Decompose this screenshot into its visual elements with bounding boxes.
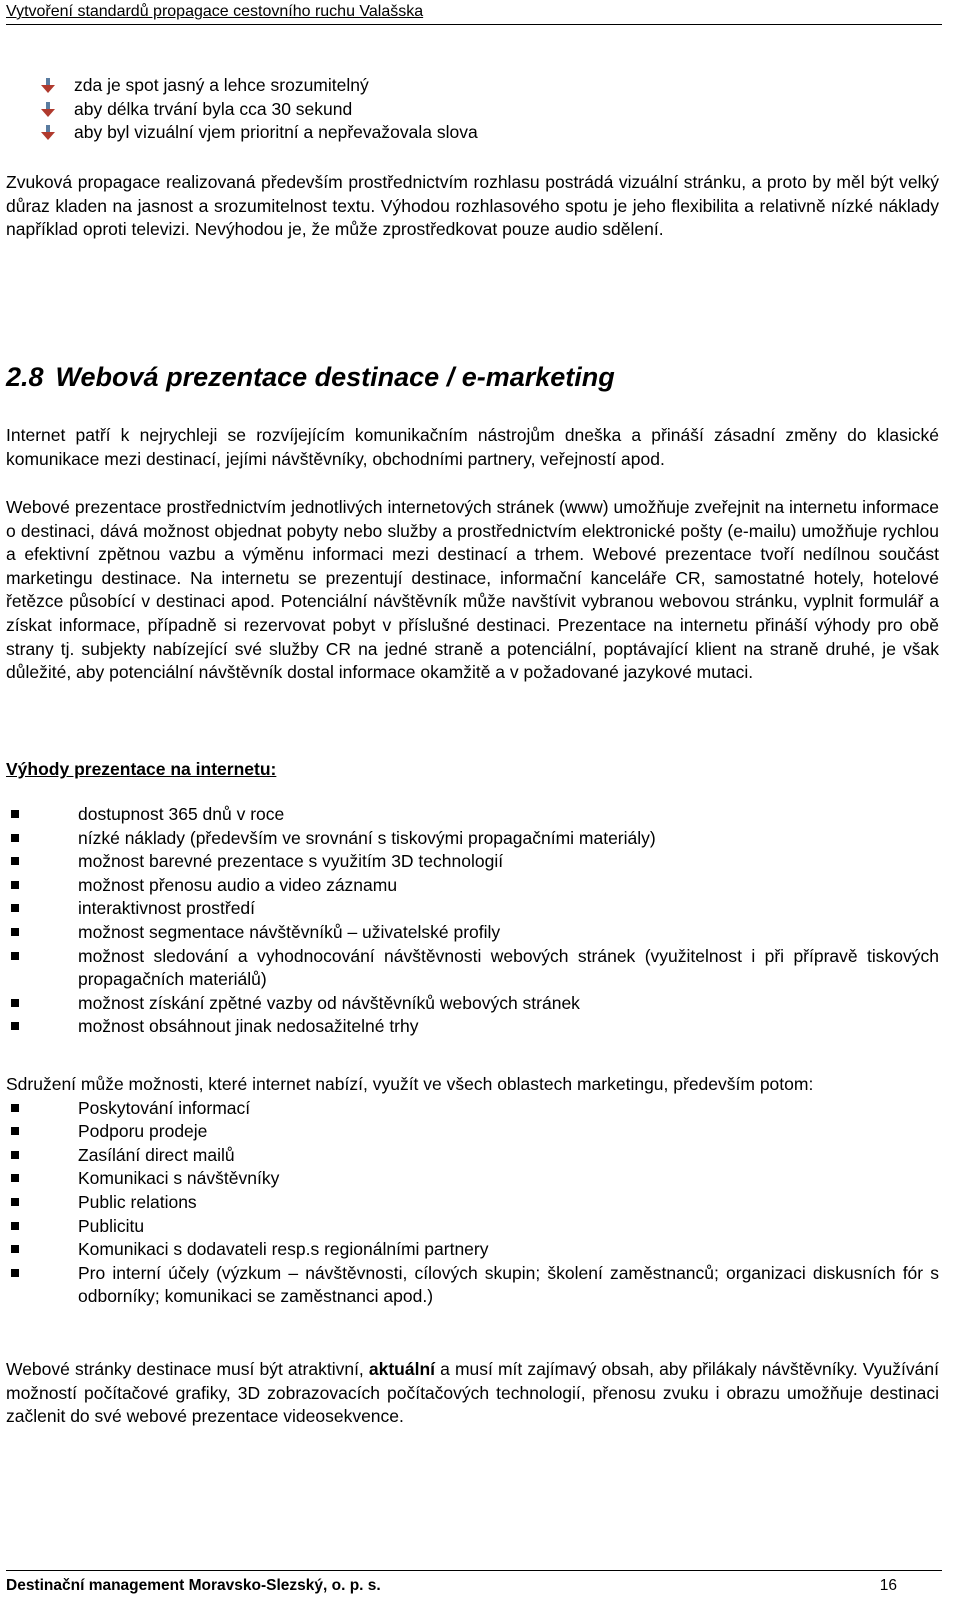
page-header [6,2,942,25]
footer-text: Destinační management Moravsko-Slezský, o. p. s. [6,1577,381,1594]
list-item-text: možnost sledování a vyhodnocování návštěvnosti webových stránek (využitelnost i při přípravě tiskových propagačních materiálů) [78,945,939,990]
list-item [6,992,939,1016]
list-item [6,897,939,921]
down-arrow-bullet-icon [40,102,56,118]
advantages-heading-block [6,758,939,782]
list-item [40,121,478,145]
top-bullet-list [40,74,478,145]
list-item [6,874,939,898]
list-item-text: Zasílání direct mailů [78,1144,235,1165]
association-list [6,1097,939,1309]
list-item [6,803,939,827]
square-bullet-icon [11,1022,19,1030]
final-text-start: Webové stránky destinace musí být atraktivní, [6,1359,369,1379]
square-bullet-icon [11,881,19,889]
radio-paragraph: Zvuková propagace realizovaná především prostřednictvím rozhlasu postrádá vizuální stránku, a proto by měl být velký důraz kladen na jasnost a srozumitelnost textu. Výhodou rozhlasového spotu je jeho flexibilita a relativně nízké náklady například oproti televizi. Nevýhodou je, že může zprostředkovat pouze audio sdělení. [6,172,939,240]
list-item [6,1097,939,1121]
square-bullet-icon [11,1198,19,1206]
list-item [6,945,939,992]
down-arrow-bullet-icon [40,125,56,141]
list-item-text: nízké náklady (především ve srovnání s tiskovými propagačními materiály) [78,827,656,848]
square-bullet-icon [11,810,19,818]
square-bullet-icon [11,999,19,1007]
list-item [40,74,478,98]
list-item-text: Komunikaci s dodavateli resp.s regionálními partnery [78,1239,489,1260]
square-bullet-icon [11,1269,19,1277]
list-item [40,98,478,122]
association-paragraph: Sdružení může možnosti, které internet nabízí, využít ve všech oblastech marketingu, především potom: [6,1074,814,1094]
page-footer [6,1570,942,1601]
square-bullet-icon [11,1174,19,1182]
down-arrow-bullet-icon [40,78,56,94]
list-item [6,1144,939,1168]
list-item [6,1015,939,1039]
square-bullet-icon [11,928,19,936]
list-item-text: Komunikaci s návštěvníky [78,1168,280,1189]
final-text-end: a musí mít zajímavý obsah, aby přilákaly návštěvníky. Využívání možností počítačové grafiky, 3D zobrazovacích počítačových technologií, přenosu zvuku i obrazu umožňuje destinaci začlenit do své webové prezentace videosekvence. [6,1359,939,1427]
square-bullet-icon [11,952,19,960]
internet-section [6,424,939,471]
list-item-text: dostupnost 365 dnů v roce [78,804,285,824]
list-item [6,827,939,851]
section-number: 2.8 [6,362,44,392]
list-item-text: možnost segmentace návštěvníků – uživatelské profily [78,921,501,942]
list-item [6,1120,939,1144]
square-bullet-icon [11,834,19,842]
square-bullet-icon [11,1127,19,1135]
final-section [6,1358,939,1429]
square-bullet-icon [11,1104,19,1112]
list-item [6,1167,939,1191]
list-item-text: možnost získání zpětné vazby od návštěvníků webových stránek [78,992,580,1013]
advantages-heading: Výhody prezentace na internetu: [6,759,277,779]
list-item-text: Public relations [78,1191,197,1212]
list-item [6,850,939,874]
advantages-block [6,803,939,1039]
list-item [6,921,939,945]
radio-section [6,171,939,242]
association-section [6,1073,939,1309]
list-item-text: Podporu prodeje [78,1121,208,1142]
bullet-text: zda je spot jasný a lehce srozumitelný [74,75,369,95]
list-item-text: Poskytování informací [78,1097,251,1118]
internet-paragraph: Internet patří k nejrychleji se rozvíjejícím komunikačním nástrojům dneška a přináší zásadní změny do klasické komunikace mezi destinací, jejími návštěvníky, obchodními partnery, veřejností apod. [6,425,939,469]
page-number: 16 [879,1577,897,1594]
square-bullet-icon [11,1222,19,1230]
list-item [6,1215,939,1239]
square-bullet-icon [11,1245,19,1253]
web-section [6,496,939,685]
list-item-text: Pro interní účely (výzkum – návštěvnosti, cílových skupin; školení zaměstnanců; organizaci diskusních fór s odborníky; komunikaci se zaměstnanci apod.) [78,1262,939,1307]
section-title: Webová prezentace destinace / e-marketing [55,362,615,392]
web-paragraph: Webové prezentace prostřednictvím jednotlivých internetových stránek (www) umožňuje zveřejnit na internetu informace o destinaci, dává možnost objednat pobyty nebo služby a prostřednictvím elektronické pošty (e-mailu) umožňuje rychlou a efektivní zpětnou vazbu a výměnu informaci mezi destinací a trhem. Webové prezentace tvoří nedílnou součást marketingu destinace. Na internetu se prezentují destinace, informační kanceláře CR, samostatné hotely, hotelové řetězce působící v destinaci apod. Potenciální návštěvník může navštívit vybranou webovou stránku, vyplnit formulář a získat informace, případně si rezervovat pobyt v příslušné destinaci. Prezentace na internetu přináší výhody pro obě strany tj. subjekty nabízející své služby CR na jedné straně a potenciální, poptávající klient na straně druhé, je však důležité, aby potenciální návštěvník dostal informace okamžitě a v požadované jazykové mutaci. [6,497,939,683]
list-item-text: Publicitu [78,1215,145,1236]
list-item [6,1191,939,1215]
final-paragraph [6,1358,939,1429]
advantages-list [6,803,939,1039]
list-item-text: možnost barevné prezentace s využitím 3D technologií [78,851,504,872]
square-bullet-icon [11,904,19,912]
square-bullet-icon [11,857,19,865]
list-item-text: interaktivnost prostředí [78,898,256,919]
square-bullet-icon [11,1151,19,1159]
section-heading [6,360,615,394]
header-title: Vytvoření standardů propagace cestovního ruchu Valašska [6,3,424,20]
bullet-text: aby byl vizuální vjem prioritní a nepřevažovala slova [74,122,478,143]
list-item-text: možnost přenosu audio a video záznamu [78,874,398,895]
final-text-bold: aktuální [368,1359,436,1379]
list-item-text: možnost obsáhnout jinak nedosažitelné trhy [78,1016,419,1037]
list-item [6,1262,939,1309]
bullet-text: aby délka trvání byla cca 30 sekund [74,98,353,119]
list-item [6,1238,939,1262]
